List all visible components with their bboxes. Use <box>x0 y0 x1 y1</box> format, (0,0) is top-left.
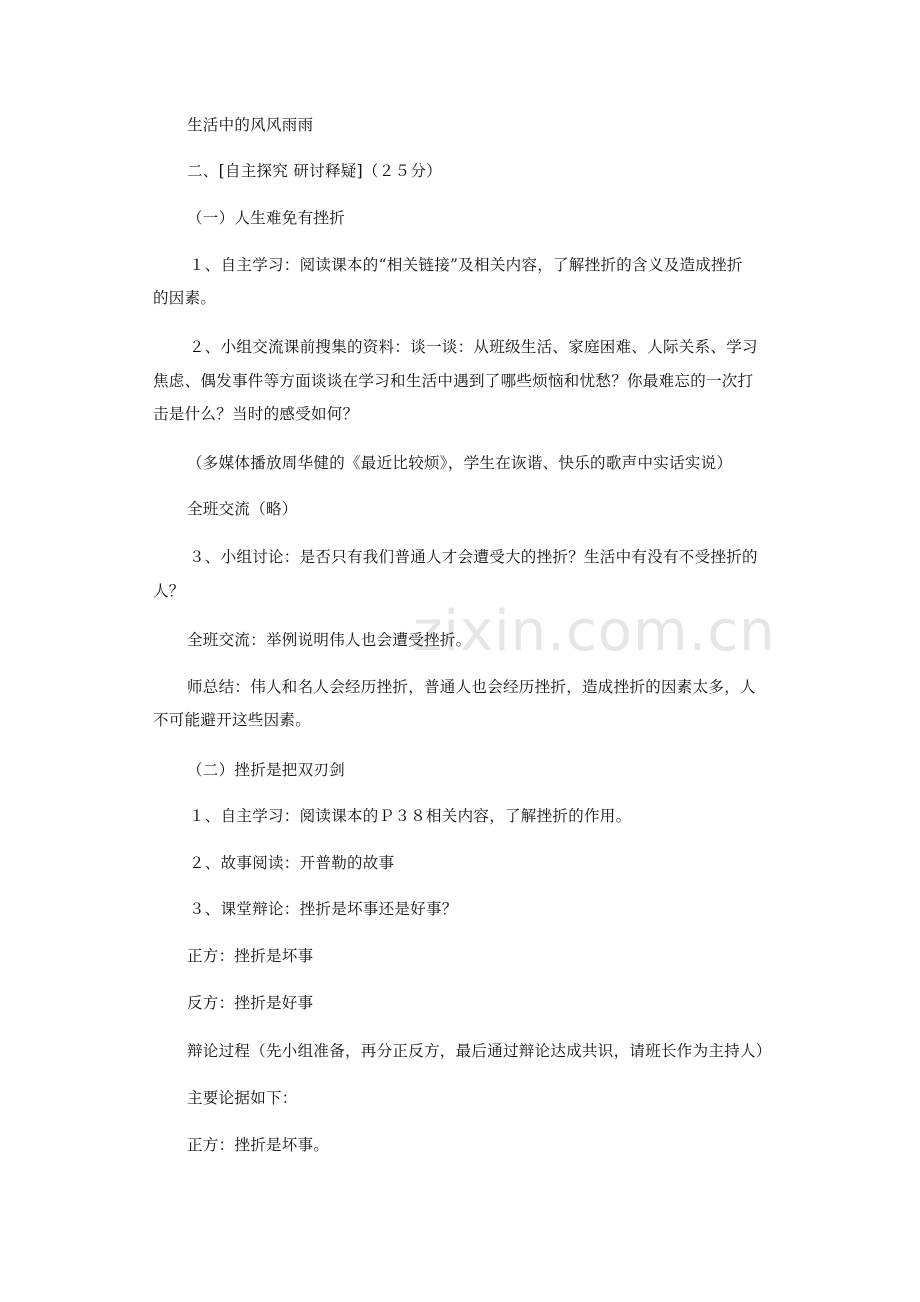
paragraph-line: 正方：挫折是坏事。 <box>187 1136 330 1154</box>
paragraph-line: 全班交流：举例说明伟人也会遭受挫折。 <box>187 631 472 649</box>
paragraph-line: 反方：挫折是好事 <box>187 994 314 1012</box>
paragraph-line: 的因素。 <box>153 289 217 307</box>
paragraph-line: １、自主学习：阅读课本的“相关链接”及相关内容，了解挫折的含义及造成挫折 <box>189 256 743 274</box>
paragraph-line: 辩论过程（先小组准备，再分正反方，最后通过辩论达成共识，请班长作为主持人） <box>187 1042 772 1060</box>
subsection-heading: （二）挫折是把双刃剑 <box>187 761 346 779</box>
paragraph-line: 全班交流（略） <box>187 500 298 518</box>
paragraph-line: （多媒体播放周华健的《最近比较烦》，学生在诙谐、快乐的歌声中实话实说） <box>187 454 733 472</box>
paragraph-line: ２、故事阅读：开普勒的故事 <box>189 854 395 872</box>
paragraph-line: ３、课堂辩论：挫折是坏事还是好事？ <box>189 900 458 918</box>
paragraph-line: 人？ <box>153 582 185 600</box>
paragraph-line: 正方：挫折是坏事 <box>187 947 314 965</box>
watermark: zixin.com.cn <box>413 599 776 664</box>
paragraph-line: １、自主学习：阅读课本的Ｐ３８相关内容，了解挫折的作用。 <box>189 807 632 825</box>
paragraph-line: 不可能避开这些因素。 <box>153 711 312 729</box>
paragraph-line: 生活中的风风雨雨 <box>187 116 314 134</box>
section-heading: 二、[自主探究 研讨释疑]（２５分） <box>187 162 442 180</box>
paragraph-line: 主要论据如下： <box>187 1089 298 1107</box>
paragraph-line: ２、小组交流课前搜集的资料：谈一谈：从班级生活、家庭困难、人际关系、学习 <box>189 338 758 356</box>
paragraph-line: 击是什么？当时的感受如何？ <box>153 405 359 423</box>
paragraph-line: 焦虑、偶发事件等方面谈谈在学习和生活中遇到了哪些烦恼和忧愁？你最难忘的一次打 <box>153 372 754 390</box>
subsection-heading: （一）人生难免有挫折 <box>187 209 346 227</box>
paragraph-line: ３、小组讨论：是否只有我们普通人才会遭受大的挫折？生活中有没有不受挫折的 <box>189 548 758 566</box>
paragraph-line: 师总结：伟人和名人会经历挫折，普通人也会经历挫折，造成挫折的因素太多，人 <box>187 678 756 696</box>
